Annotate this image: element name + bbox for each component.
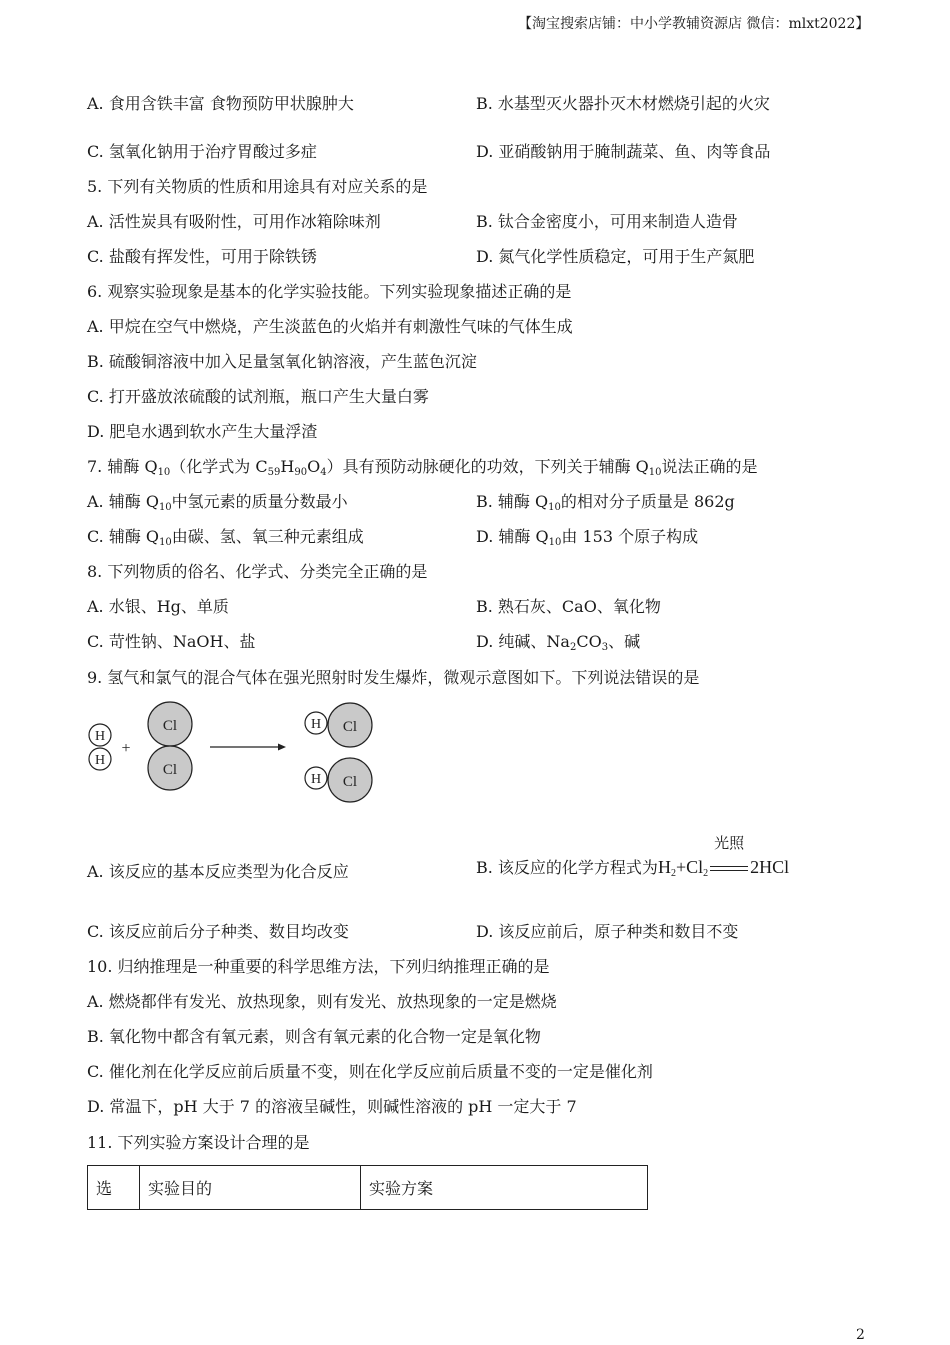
q10-option-c: C. 催化剂在化学反应前后质量不变，则在化学反应前后质量不变的一定是催化剂 <box>87 1062 653 1081</box>
q8-option-c: C. 苛性钠、NaOH、盐 <box>87 632 256 651</box>
table-header-cell: 实验目的 <box>140 1166 361 1210</box>
q9-option-b: B. 该反应的化学方程式为$H_2+Cl_2$ 光照 2HCl <box>476 852 789 883</box>
q9-option-d: D. 该反应前后，原子种类和数目不变 <box>476 922 739 941</box>
arrow-head <box>278 744 286 751</box>
table-header-cell: 实验方案 <box>361 1166 648 1210</box>
q7-option-c: C. 辅酶 $Q_{10}$由碳、氢、氧三种元素组成 <box>87 527 364 548</box>
cl-atom-label: Cl <box>162 762 178 778</box>
q7-option-a: A. 辅酶 $Q_{10}$中氢元素的质量分数最小 <box>87 492 348 513</box>
q5-option-d: D. 氮气化学性质稳定，可用于生产氮肥 <box>476 247 755 266</box>
q5-stem: 5. 下列有关物质的性质和用途具有对应关系的是 <box>87 177 428 196</box>
q9-stem: 9. 氢气和氯气的混合气体在强光照射时发生爆炸，微观示意图如下。下列说法错误的是 <box>87 668 700 687</box>
q10-stem: 10. 归纳推理是一种重要的科学思维方法，下列归纳推理正确的是 <box>87 957 550 976</box>
q10-option-d: D. 常温下，pH 大于 7 的溶液呈碱性，则碱性溶液的 pH 一定大于 7 <box>87 1097 577 1116</box>
q10-option-b: B. 氧化物中都含有氧元素，则含有氧元素的化合物一定是氧化物 <box>87 1027 541 1046</box>
q6-option-d: D. 肥皂水遇到软水产生大量浮渣 <box>87 422 318 441</box>
q6-option-a: A. 甲烷在空气中燃烧，产生淡蓝色的火焰并有刺激性气味的气体生成 <box>87 317 573 336</box>
cl-atom-label: Cl <box>342 774 358 790</box>
page-header: 【淘宝搜索店铺：中小学教辅资源店 微信：mlxt2022】 <box>518 16 870 32</box>
h-atom-label: H <box>310 717 322 732</box>
q6-option-b: B. 硫酸铜溶液中加入足量氢氧化钠溶液，产生蓝色沉淀 <box>87 352 477 371</box>
table-header-cell: 选 <box>88 1166 140 1210</box>
h-atom-label: H <box>94 729 106 744</box>
h-atom-label: H <box>310 772 322 787</box>
q6-option-c: C. 打开盛放浓硫酸的试剂瓶，瓶口产生大量白雾 <box>87 387 429 406</box>
chemical-equation: $H_2+Cl_2$ 光照 2HCl <box>658 857 789 877</box>
q4-option-c: C. 氢氧化钠用于治疗胃酸过多症 <box>87 142 317 161</box>
q7-option-d: D. 辅酶 $Q_{10}$由 153 个原子构成 <box>476 527 699 548</box>
q8-stem: 8. 下列物质的俗名、化学式、分类完全正确的是 <box>87 562 428 581</box>
reaction-condition: 光照 <box>710 852 748 882</box>
q4-option-a: A. 食用含铁丰富 食物预防甲状腺肿大 <box>87 94 354 113</box>
q8-option-a: A. 水银、Hg、单质 <box>87 597 229 616</box>
q7-option-b: B. 辅酶 $Q_{10}$的相对分子质量是 862g <box>476 492 735 513</box>
q8-option-b: B. 熟石灰、CaO、氧化物 <box>476 597 661 616</box>
q4-option-b: B. 水基型灭火器扑灭木材燃烧引起的火灾 <box>476 94 770 113</box>
q5-option-a: A. 活性炭具有吸附性，可用作冰箱除味剂 <box>87 212 381 231</box>
h-atom-label: H <box>94 753 106 768</box>
equals-sign <box>710 866 748 871</box>
q4-option-d: D. 亚硝酸钠用于腌制蔬菜、鱼、肉等食品 <box>476 142 771 161</box>
reaction-diagram <box>80 695 390 810</box>
q10-option-a: A. 燃烧都伴有发光、放热现象，则有发光、放热现象的一定是燃烧 <box>87 992 557 1011</box>
q5-option-c: C. 盐酸有挥发性，可用于除铁锈 <box>87 247 317 266</box>
plus-sign: + <box>121 740 131 757</box>
cl-atom-label: Cl <box>162 718 178 734</box>
q6-stem: 6. 观察实验现象是基本的化学实验技能。下列实验现象描述正确的是 <box>87 282 572 301</box>
experiment-table <box>87 1165 648 1210</box>
q8-option-d: D. 纯碱、$Na_2CO_3$、碱 <box>476 632 641 653</box>
q9-option-a: A. 该反应的基本反应类型为化合反应 <box>87 862 349 881</box>
cl-atom-label: Cl <box>342 719 358 735</box>
q9-option-c: C. 该反应前后分子种类、数目均改变 <box>87 922 349 941</box>
q7-stem: 7. 辅酶 $Q_{10}$（化学式为 $C_{59}H_{90}O_4$）具有预防动脉硬化的功效，下列关于辅酶 $Q_{10}$说法正确的是 <box>87 457 758 478</box>
q5-option-b: B. 钛合金密度小，可用来制造人造骨 <box>476 212 738 231</box>
table-row <box>88 1166 648 1210</box>
q11-stem: 11. 下列实验方案设计合理的是 <box>87 1133 310 1152</box>
page-number: 2 <box>856 1327 865 1343</box>
